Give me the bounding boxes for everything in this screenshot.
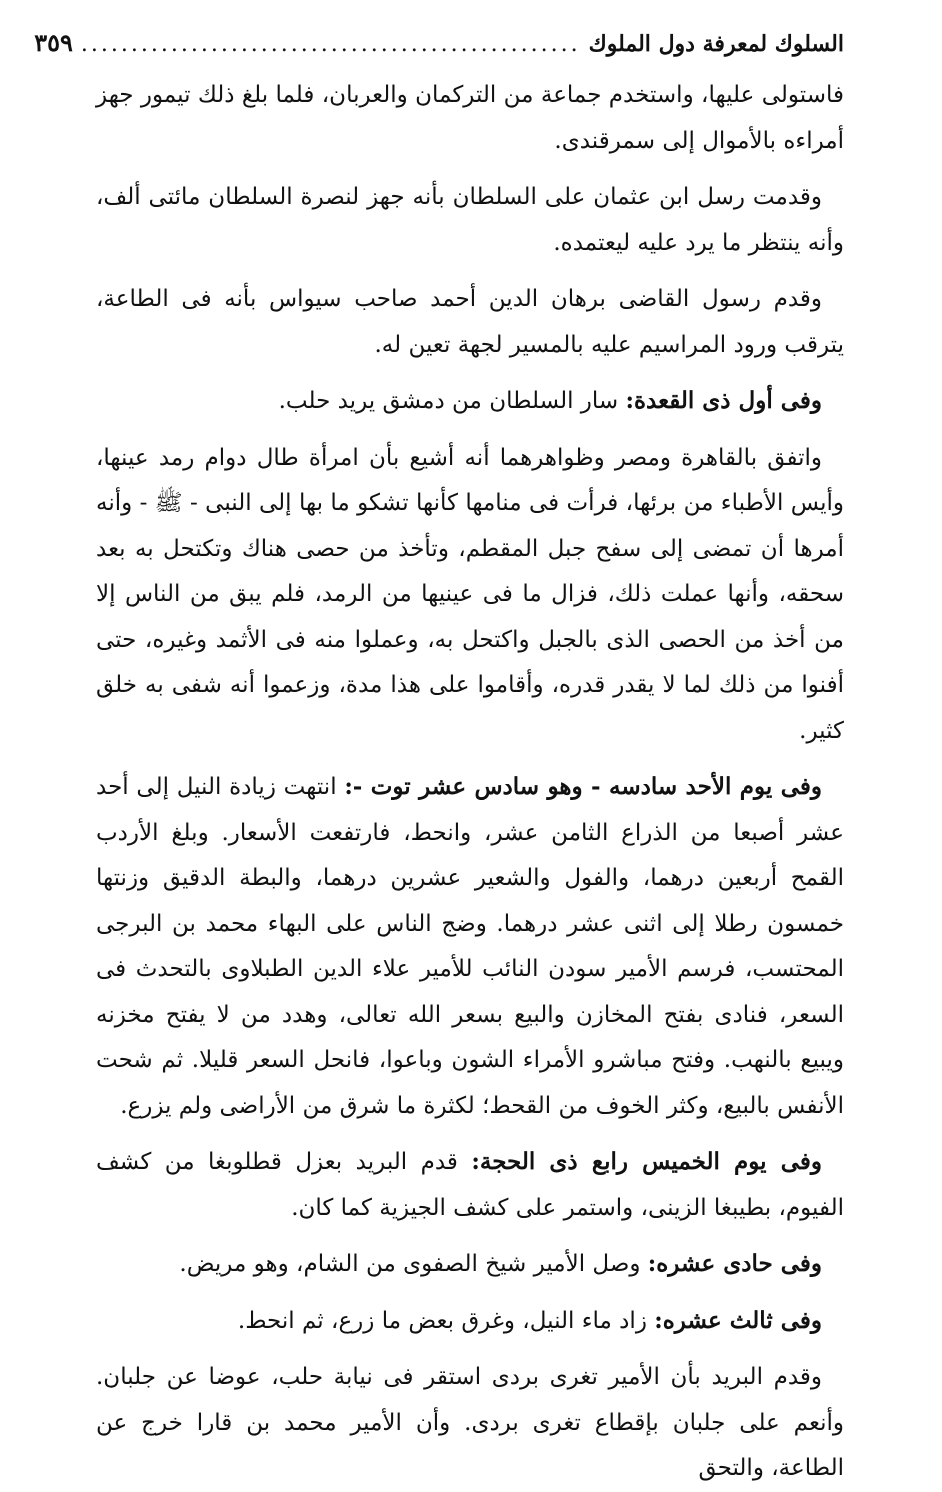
- paragraph: [96, 435, 844, 755]
- book-title: السلوك لمعرفة دول الملوك: [588, 31, 844, 57]
- paragraph: [96, 72, 844, 164]
- paragraph-text: زاد ماء النيل، وغرق بعض ما زرع، ثم انحط.: [237, 1307, 655, 1334]
- paragraph-lead: وفى أول ذى القعدة:: [625, 387, 822, 414]
- paragraph-text: وقدم البريد بأن الأمير تغرى بردى استقر فى نيابة حلب، عوضا عن جلبان. وأنعم على جلبان بإقطاع تغرى بردى. وأن الأمير محمد بن قارا خرج عن الطاعة، والتحق: [96, 1364, 844, 1481]
- paragraph-lead: وفى حادى عشره:: [647, 1250, 822, 1277]
- paragraph-text: انتهت زيادة النيل إلى أحد عشر أصبعا من الذراع الثامن عشر، وانحط، فارتفعت الأسعار. وبلغ الأردب القمح أربعين درهما، والفول والشعير عشرين درهما، والبطة الدقيق وزنتها خمسون رطلا إلى اثنى عشر درهما. وضج الناس على البهاء محمد بن البرجى المحتسب، فرسم الأمير سودن النائب للأمير علاء الدين الطبلاوى بالتحدث فى السعر، فنادى بفتح المخازن والبيع بسعر الله تعالى، وهدد من لا يفتح مخزنه ويبيع بالنهب. وفتح مباشرو الأمراء الشون وباعوا، فانحل السعر قليلا. ثم شحت الأنفس بالبيع، وكثر الخوف من القحط؛ لكثرة ما شرق من الأراضى ولم يزرع.: [96, 774, 844, 1119]
- paragraph-text: قدم البريد بعزل قطلوبغا من كشف الفيوم، بطيبغا الزينى، واستمر على كشف الجيزية كما كان.: [96, 1149, 844, 1221]
- paragraph: [96, 764, 844, 1129]
- header-leader-dots: ..................................................: [80, 32, 581, 57]
- page-body: [96, 72, 844, 1492]
- paragraph: [96, 276, 844, 368]
- paragraph: [96, 1241, 844, 1288]
- paragraph-text: وصل الأمير شيخ الصفوى من الشام، وهو مريض.: [179, 1251, 648, 1277]
- paragraph: [96, 1139, 844, 1231]
- paragraph-text: وقدم رسول القاضى برهان الدين أحمد صاحب سيواس بأنه فى الطاعة، يترقب ورود المراسيم عليه بالمسير لجهة تعين له.: [96, 286, 844, 358]
- paragraph-lead: وفى ثالث عشره:: [654, 1306, 822, 1334]
- paragraph-text: واتفق بالقاهرة ومصر وظواهرهما أنه أشيع بأن امرأة طال دوام رمد عينها، وأيس الأطباء من برئها، فرأت فى منامها كأنها تشكو ما بها إلى النبى - ﷺ - وأنه أمرها أن تمضى إلى سفح جبل المقطم، وتأخذ من حصى هناك وتكتحل به بعد سحقه، وأنها عملت ذلك، فزال ما فى عينيها من الرمد، فلم يبق من الناس إلا من أخذ من الحصى الذى بالجبل واكتحل به، وعملوا منه فى الأثمد وغيره، حتى أفنوا من ذلك لما لا يقدر قدره، وأقاموا على هذا مدة، وزعموا أنه شفى به خلق كثير.: [96, 444, 844, 744]
- paragraph-text: وقدمت رسل ابن عثمان على السلطان بأنه جهز لنصرة السلطان مائتى ألف، وأنه ينتظر ما يرد عليه ليعتمده.: [96, 184, 844, 256]
- page-number: ٣٥٩: [34, 28, 73, 57]
- paragraph: [96, 1298, 844, 1345]
- paragraph-lead: وفى يوم الأحد سادسه - وهو سادس عشر توت -:: [344, 773, 822, 800]
- paragraph: [96, 1354, 844, 1492]
- paragraph-text: فاستولى عليها، واستخدم جماعة من التركمان والعربان، فلما بلغ ذلك تيمور جهز أمراءه بالأموال إلى سمرقندى.: [96, 82, 844, 154]
- paragraph: [96, 174, 844, 266]
- paragraph-text: سار السلطان من دمشق يريد حلب.: [278, 388, 626, 414]
- paragraph-lead: وفى يوم الخميس رابع ذى الحجة:: [471, 1148, 822, 1175]
- paragraph: [96, 378, 844, 425]
- running-header: [34, 28, 844, 72]
